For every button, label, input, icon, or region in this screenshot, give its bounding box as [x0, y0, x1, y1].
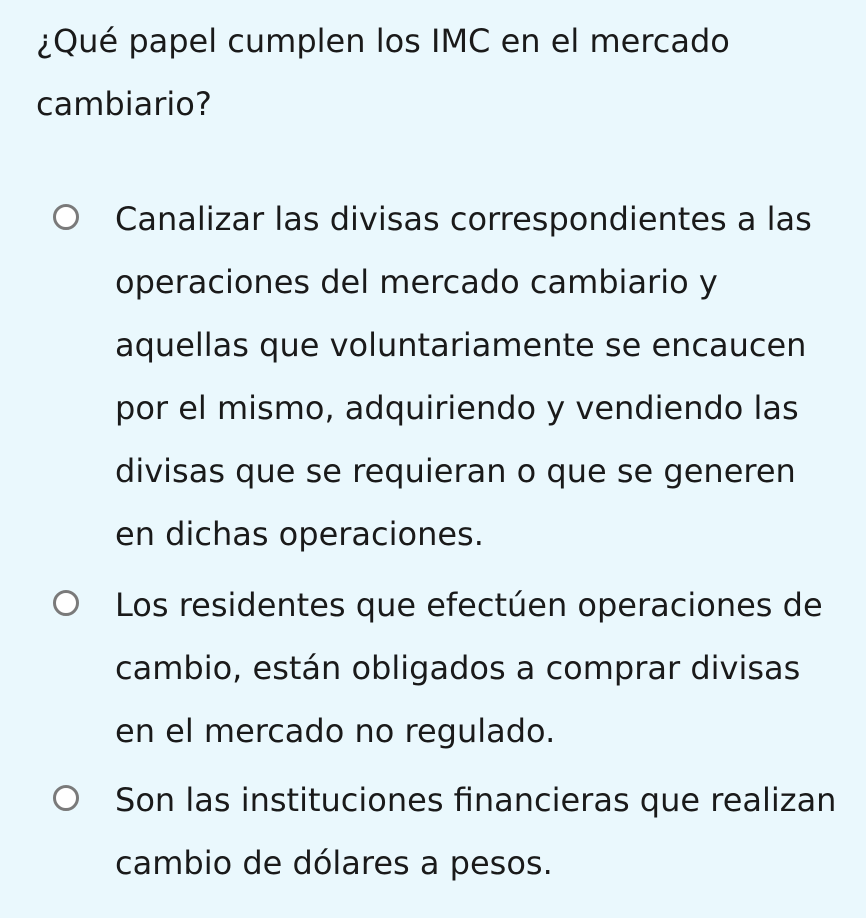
answer-option-label: Canalizar las divisas correspondientes a las operaciones del mercado cambiario y aquellas que voluntariamente se encaucen por el mismo, adquiriendo y vendiendo las divisas que se requieran o que se generen en dichas operaciones. — [115, 200, 812, 553]
radio-button-icon[interactable] — [53, 785, 79, 811]
answer-option-label: Los residentes que efectúen operaciones de cambio, están obligados a comprar divisas en el mercado no regulado. — [115, 586, 823, 750]
question-text: ¿Qué papel cumplen los IMC en el mercado cambiario? — [36, 22, 730, 123]
answer-option-1[interactable] — [53, 188, 853, 566]
answer-option-3[interactable] — [53, 769, 853, 895]
radio-button-icon[interactable] — [53, 590, 79, 616]
answer-option-label: Son las instituciones financieras que realizan cambio de dólares a pesos. — [115, 781, 837, 882]
radio-button-icon[interactable] — [53, 204, 79, 230]
answer-option-2[interactable] — [53, 574, 853, 763]
